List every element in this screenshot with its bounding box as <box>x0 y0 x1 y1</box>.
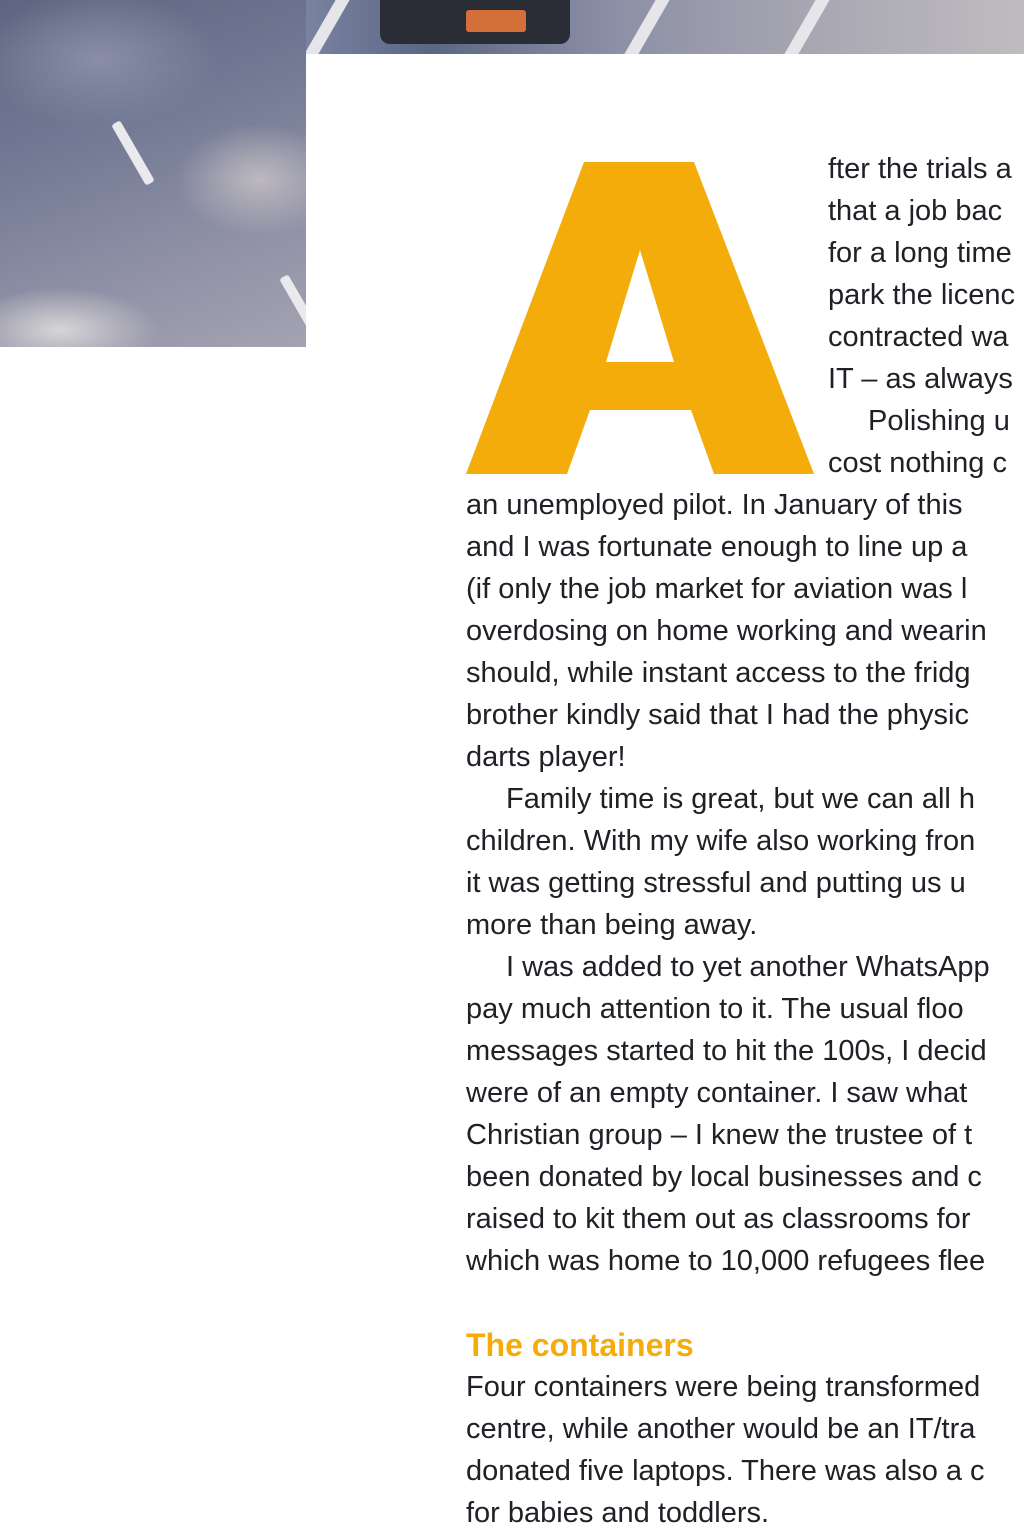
section-heading: The containers <box>466 1327 694 1363</box>
article-line: that a job bac <box>828 195 1003 227</box>
vehicle-silhouette <box>380 0 570 44</box>
runway-mark <box>279 274 306 340</box>
article-line: park the licenc <box>828 279 1015 311</box>
article-line: were of an empty container. I saw what <box>466 1077 968 1109</box>
runway-stripe <box>784 0 829 54</box>
article-line: for babies and toddlers. <box>466 1497 770 1529</box>
article-line: raised to kit them out as classrooms for <box>466 1203 971 1235</box>
runway-mark <box>111 120 155 186</box>
article-line: darts player! <box>466 741 626 773</box>
article-line: overdosing on home working and wearin <box>466 615 987 647</box>
article-line: Family time is great, but we can all h <box>506 783 976 815</box>
article-line: Four containers were being transformed <box>466 1371 981 1403</box>
article-line: been donated by local businesses and c <box>466 1161 982 1193</box>
article-line: which was home to 10,000 refugees flee <box>466 1245 986 1277</box>
article-line: Polishing u <box>868 405 1010 437</box>
article-line: IT – as always <box>828 363 1013 395</box>
article-line: contracted wa <box>828 321 1009 353</box>
runway-photo-block <box>0 0 306 347</box>
article-line: an unemployed pilot. In January of this <box>466 489 963 521</box>
article-line: children. With my wife also working fron <box>466 825 976 857</box>
article-line: messages started to hit the 100s, I decid <box>466 1035 987 1067</box>
article-line: fter the trials a <box>828 153 1012 185</box>
article-line: brother kindly said that I had the physic <box>466 699 969 731</box>
drop-cap-letter <box>466 148 814 474</box>
article-line: for a long time <box>828 237 1012 269</box>
article-line: (if only the job market for aviation was l <box>466 573 968 605</box>
article-line: more than being away. <box>466 909 758 941</box>
article-line: pay much attention to it. The usual floo <box>466 993 964 1025</box>
article-line: and I was fortunate enough to line up a <box>466 531 968 563</box>
article-line: cost nothing c <box>828 447 1007 479</box>
runway-stripe <box>304 0 349 54</box>
article-body <box>466 148 1024 1534</box>
article-line: it was getting stressful and putting us u <box>466 867 966 899</box>
article-line: donated five laptops. There was also a c <box>466 1455 985 1487</box>
article-line: Christian group – I knew the trustee of t <box>466 1119 973 1151</box>
article-line: I was added to yet another WhatsApp <box>506 951 990 983</box>
article-line: centre, while another would be an IT/tra <box>466 1413 976 1445</box>
article-line: should, while instant access to the fridg <box>466 657 971 689</box>
vehicle-light <box>466 10 526 32</box>
runway-stripe <box>624 0 669 54</box>
